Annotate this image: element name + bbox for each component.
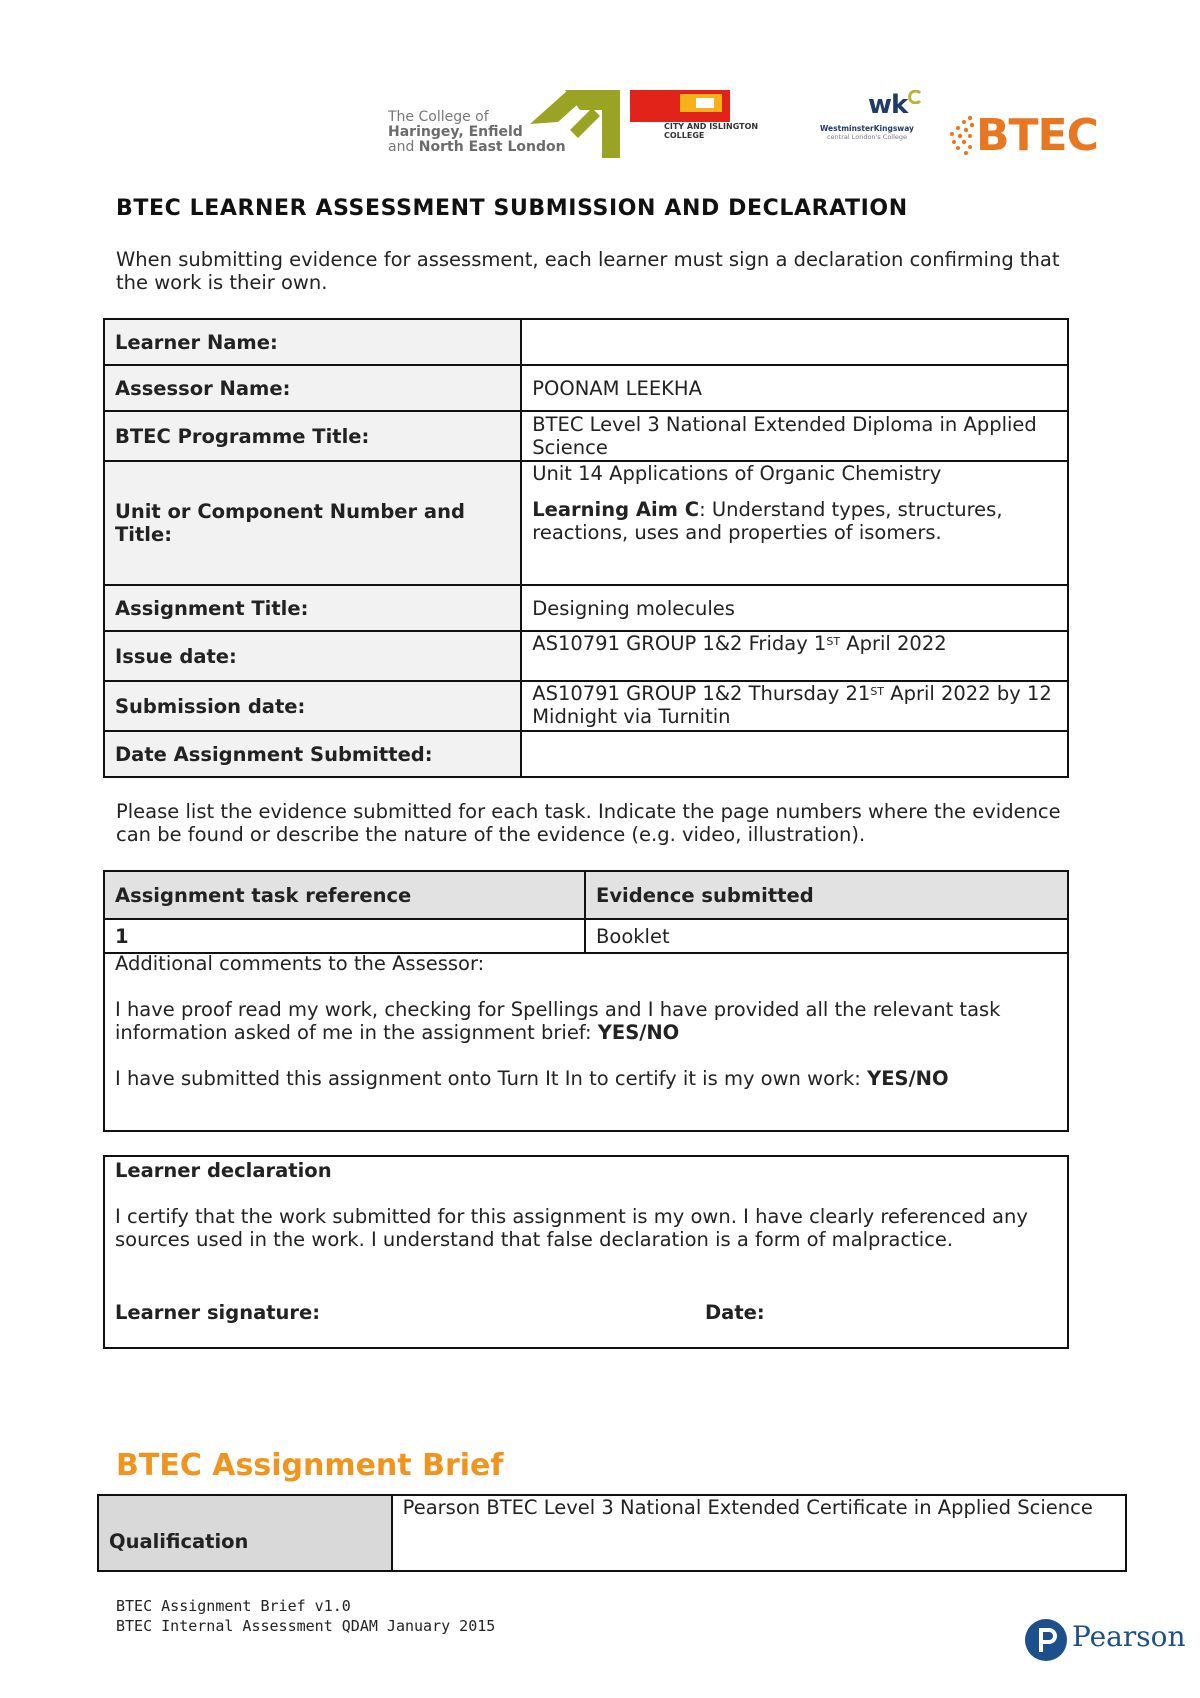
unit-title: Unit 14 Applications of Organic Chemistry — [532, 462, 942, 485]
submission-date-text: AS10791 GROUP 1&2 Thursday 21 — [532, 682, 871, 705]
pearson-logo — [1024, 1618, 1184, 1668]
qualification-table — [97, 1494, 1127, 1572]
table-row — [104, 731, 1068, 777]
college-logo-line3b: North East London — [418, 139, 566, 155]
table-row — [104, 319, 1068, 365]
assessor-name-label: Assessor Name: — [104, 365, 521, 411]
comments-heading: Additional comments to the Assessor: — [115, 952, 485, 975]
task-reference-cell[interactable]: 1 — [104, 919, 585, 953]
table-row — [104, 631, 1068, 681]
table-row — [104, 461, 1068, 585]
table-row — [98, 1495, 1126, 1571]
declaration-text: I certify that the work submitted for this assignment is my own. I have clearly referenced any sources used in the work. I understand that false declaration is a form of malpractice. — [115, 1205, 1028, 1251]
pearson-p-icon — [1024, 1618, 1068, 1662]
footer — [116, 1596, 495, 1636]
declaration-date-field[interactable] — [775, 1293, 1055, 1329]
footer-line1: BTEC Assignment Brief v1.0 — [116, 1597, 351, 1615]
turnitin-text: I have submitted this assignment onto Turn It In to certify it is my own work: — [115, 1067, 868, 1090]
wk-tagline: central London's College — [826, 133, 908, 141]
college-logo-line3a: and — [388, 139, 415, 155]
submission-date-label: Submission date: — [104, 681, 521, 731]
assignment-brief-title: BTEC Assignment Brief — [116, 1448, 504, 1483]
evidence-cell[interactable]: Booklet — [585, 919, 1068, 953]
programme-title-label: BTEC Programme Title: — [104, 411, 521, 461]
table-row — [104, 585, 1068, 631]
issue-date-month: April 2022 — [840, 632, 947, 655]
wk-swirl-icon — [906, 90, 922, 104]
date-submitted-label: Date Assignment Submitted: — [104, 731, 521, 777]
table-row — [104, 919, 1068, 953]
college-arrow-icon — [530, 90, 620, 160]
pearson-wordmark: Pearson — [1072, 1620, 1186, 1653]
college-logo-line2: Haringey, Enfield — [388, 124, 523, 140]
issue-date-suffix: ST — [826, 635, 841, 648]
programme-title-value: BTEC Level 3 National Extended Diploma in Applied Science — [521, 411, 1068, 461]
unit-value — [521, 461, 1068, 585]
task-reference-header: Assignment task reference — [104, 871, 585, 919]
table-row — [104, 681, 1068, 731]
city-logo-line2: COLLEGE — [664, 131, 705, 140]
learner-declaration-box — [103, 1155, 1069, 1349]
qualification-label: Qualification — [98, 1495, 392, 1571]
submission-date-rest: April 2022 by 12 Midnight via Turnitin — [532, 682, 1052, 728]
table-header-row — [104, 871, 1068, 919]
college-logo-line1: The College of — [388, 109, 489, 125]
wk-mark: wk — [868, 90, 908, 120]
evidence-instructions: Please list the evidence submitted for each task. Indicate the page numbers where the evidence can be found or describe the nature of the evidence (e.g. video, illustration). — [116, 800, 1061, 846]
signature-label: Learner signature: — [115, 1301, 321, 1324]
table-row — [104, 411, 1068, 461]
assignment-title-value: Designing molecules — [521, 585, 1068, 631]
learning-aim-label: Learning Aim C — [532, 498, 700, 521]
qualification-value: Pearson BTEC Level 3 National Extended Certificate in Applied Science — [392, 1495, 1126, 1571]
btec-dots-icon — [948, 114, 976, 156]
evidence-table — [103, 870, 1069, 954]
submission-date-value — [521, 681, 1068, 731]
wk-name: WestminsterKingsway — [820, 124, 914, 133]
college-haringey-logo — [388, 88, 628, 160]
issue-date-label: Issue date: — [104, 631, 521, 681]
btec-logo — [948, 108, 1098, 164]
assessor-name-value: POONAM LEEKHA — [521, 365, 1068, 411]
turnitin-answer[interactable]: YES/NO — [867, 1067, 949, 1090]
city-islington-logo — [630, 88, 770, 158]
learner-name-field[interactable] — [521, 319, 1068, 365]
westminster-kingsway-logo — [808, 88, 926, 148]
unit-label: Unit or Component Number and Title: — [104, 461, 521, 585]
table-row — [104, 365, 1068, 411]
proofread-statement — [115, 998, 1057, 1044]
proofread-answer[interactable]: YES/NO — [597, 1021, 680, 1044]
page-title: BTEC LEARNER ASSESSMENT SUBMISSION AND DECLARATION — [116, 196, 908, 221]
issue-date-text: AS10791 GROUP 1&2 Friday 1 — [532, 632, 827, 655]
issue-date-value — [521, 631, 1068, 681]
btec-wordmark: BTEC — [976, 110, 1098, 161]
declaration-date-label: Date: — [705, 1301, 765, 1324]
city-logo-line1: CITY AND ISLINGTON — [664, 122, 759, 131]
city-flame-icon — [630, 90, 735, 124]
evidence-submitted-header: Evidence submitted — [585, 871, 1068, 919]
assignment-title-label: Assignment Title: — [104, 585, 521, 631]
learner-name-label: Learner Name: — [104, 319, 521, 365]
proofread-text: I have proof read my work, checking for Spellings and I have provided all the relevant task information asked of me in the assignment brief: — [115, 998, 1001, 1044]
learning-aim-text: : Understand types, structures, reactions, uses and properties of isomers. — [532, 498, 1003, 544]
submission-date-suffix: ST — [870, 685, 885, 698]
turnitin-statement — [115, 1067, 1057, 1090]
footer-line2: BTEC Internal Assessment QDAM January 2015 — [116, 1617, 496, 1635]
date-submitted-field[interactable] — [521, 731, 1068, 777]
learning-aim — [532, 498, 1057, 544]
intro-text: When submitting evidence for assessment, each learner must sign a declaration confirming that the work is their own. — [116, 248, 1060, 294]
signature-field[interactable] — [255, 1293, 635, 1329]
assessor-comments-box[interactable] — [103, 950, 1069, 1132]
learner-details-table — [103, 318, 1069, 778]
declaration-heading: Learner declaration — [115, 1159, 332, 1182]
